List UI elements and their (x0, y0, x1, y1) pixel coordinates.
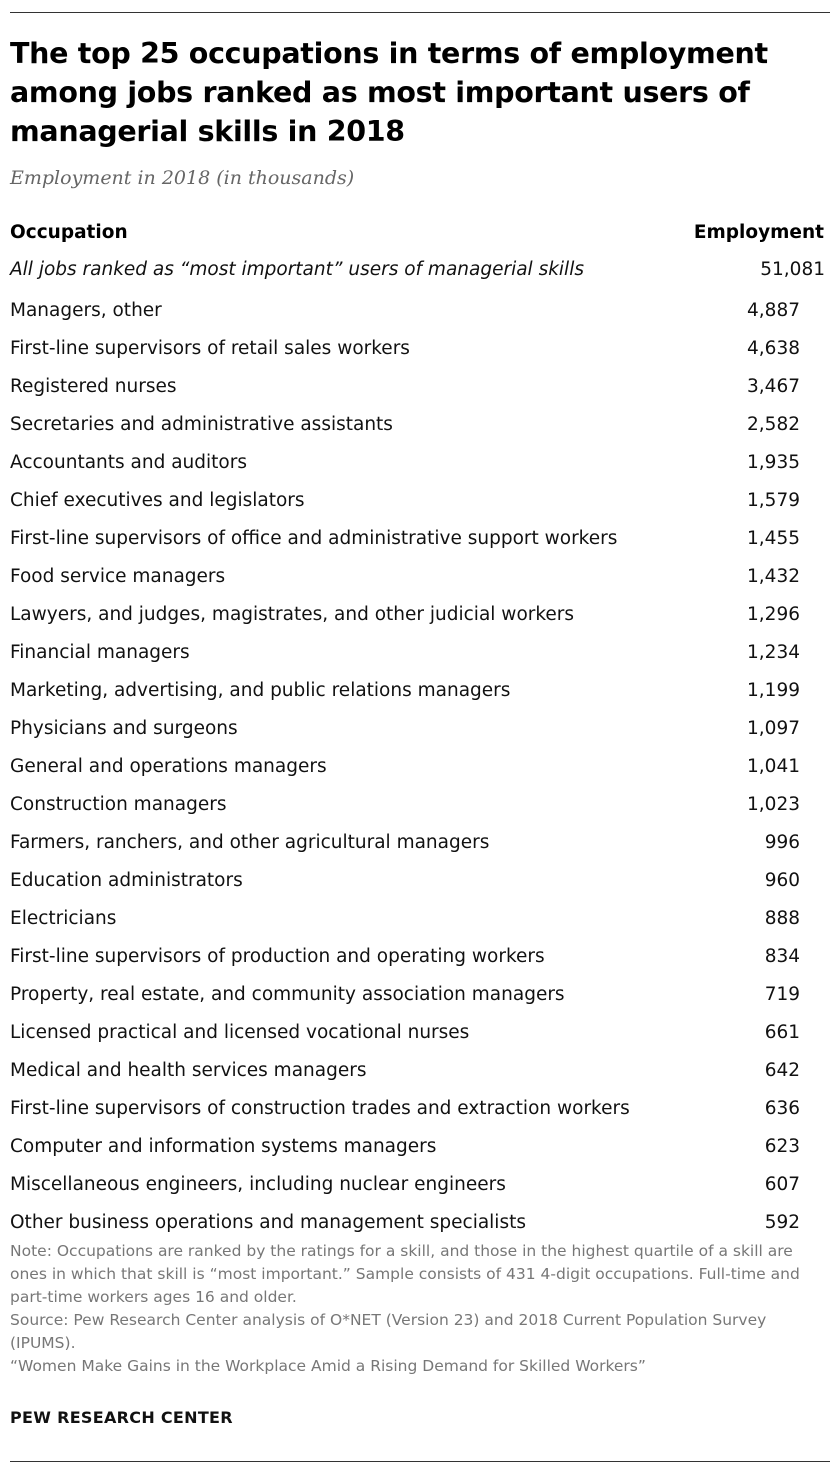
row-employment: 4,638 (747, 338, 800, 359)
row-occupation: Other business operations and management specialists (10, 1212, 526, 1233)
row-occupation: Marketing, advertising, and public relations managers (10, 680, 511, 701)
row-employment: 1,455 (747, 528, 800, 549)
table-row (10, 638, 825, 676)
row-employment: 2,582 (747, 414, 800, 435)
row-employment: 996 (764, 832, 800, 853)
row-employment: 1,296 (747, 604, 800, 625)
header-employment: Employment (693, 222, 824, 243)
table-row (10, 524, 825, 562)
table-row (10, 790, 825, 828)
table-row (10, 1056, 825, 1094)
row-employment: 834 (764, 946, 800, 967)
row-employment: 888 (764, 908, 800, 929)
report-title: “Women Make Gains in the Workplace Amid a Rising Demand for Skilled Workers” (10, 1357, 646, 1375)
row-occupation: Computer and information systems managers (10, 1136, 437, 1157)
row-occupation: Food service managers (10, 566, 226, 587)
table-row (10, 904, 825, 942)
table-row (10, 714, 825, 752)
row-occupation: First-line supervisors of construction trades and extraction workers (10, 1098, 630, 1119)
row-employment: 607 (764, 1174, 800, 1195)
table-row (10, 676, 825, 714)
table-row (10, 410, 825, 448)
row-employment: 1,199 (747, 680, 800, 701)
row-occupation: Farmers, ranchers, and other agricultural managers (10, 832, 490, 853)
table-body (10, 255, 825, 1246)
table-row (10, 828, 825, 866)
row-employment: 1,935 (747, 452, 800, 473)
table-row (10, 448, 825, 486)
row-employment: 960 (764, 870, 800, 891)
row-occupation: Education administrators (10, 870, 243, 891)
row-occupation: First-line supervisors of production and operating workers (10, 946, 545, 967)
row-employment: 1,579 (747, 490, 800, 511)
row-occupation: Physicians and surgeons (10, 718, 238, 739)
table-row (10, 372, 825, 410)
row-occupation: All jobs ranked as “most important” users of managerial skills (10, 259, 584, 280)
row-employment: 636 (764, 1098, 800, 1119)
table-row (10, 600, 825, 638)
row-employment: 51,081 (760, 259, 825, 280)
table-row (10, 752, 825, 790)
table-row (10, 942, 825, 980)
row-employment: 1,234 (747, 642, 800, 663)
row-occupation: Miscellaneous engineers, including nuclear engineers (10, 1174, 506, 1195)
chart-subtitle: Employment in 2018 (in thousands) (10, 167, 355, 189)
row-employment: 623 (764, 1136, 800, 1157)
source-text: Source: Pew Research Center analysis of O*NET (Version 23) and 2018 Current Population Survey (IPUMS). (10, 1311, 767, 1352)
table-row (10, 296, 825, 334)
row-occupation: Medical and health services managers (10, 1060, 367, 1081)
row-employment: 3,467 (747, 376, 800, 397)
row-employment: 1,097 (747, 718, 800, 739)
table-row (10, 1132, 825, 1170)
row-occupation: Electricians (10, 908, 117, 929)
row-occupation: Secretaries and administrative assistants (10, 414, 393, 435)
row-employment: 719 (764, 984, 800, 1005)
table-header (10, 222, 824, 248)
table-row (10, 1170, 825, 1208)
header-occupation: Occupation (10, 222, 128, 243)
chart-title: The top 25 occupations in terms of employment among jobs ranked as most important users of managerial skills in 2018 (10, 37, 768, 148)
row-employment: 642 (764, 1060, 800, 1081)
table-row (10, 980, 825, 1018)
row-employment: 1,023 (747, 794, 800, 815)
table-row (10, 1094, 825, 1132)
row-occupation: Lawyers, and judges, magistrates, and other judicial workers (10, 604, 575, 625)
row-employment: 661 (764, 1022, 800, 1043)
row-occupation: General and operations managers (10, 756, 327, 777)
footnotes (10, 1240, 822, 1378)
row-occupation: First-line supervisors of office and administrative support workers (10, 528, 618, 549)
row-occupation: Licensed practical and licensed vocational nurses (10, 1022, 470, 1043)
table-row (10, 866, 825, 904)
row-occupation: Property, real estate, and community association managers (10, 984, 565, 1005)
note-text: Note: Occupations are ranked by the ratings for a skill, and those in the highest quartile of a skill are ones in which that skill is “most important.” Sample consists of 431 4-digit occupations. Full-time and part-time workers ages 16 and older. (10, 1242, 800, 1306)
row-occupation: Chief executives and legislators (10, 490, 305, 511)
row-occupation: Accountants and auditors (10, 452, 247, 473)
row-occupation: First-line supervisors of retail sales workers (10, 338, 410, 359)
table-row (10, 562, 825, 600)
table-row (10, 486, 825, 524)
table-row (10, 1018, 825, 1056)
table-row-total (10, 255, 825, 293)
row-employment: 1,041 (747, 756, 800, 777)
brand-logo-text: PEW RESEARCH CENTER (10, 1408, 233, 1427)
row-employment: 592 (764, 1212, 800, 1233)
row-employment: 4,887 (747, 300, 800, 321)
table-row (10, 334, 825, 372)
row-occupation: Financial managers (10, 642, 190, 663)
bottom-divider (10, 1461, 830, 1462)
row-employment: 1,432 (747, 566, 800, 587)
top-divider (10, 12, 830, 13)
row-occupation: Registered nurses (10, 376, 177, 397)
row-occupation: Construction managers (10, 794, 227, 815)
row-occupation: Managers, other (10, 300, 162, 321)
